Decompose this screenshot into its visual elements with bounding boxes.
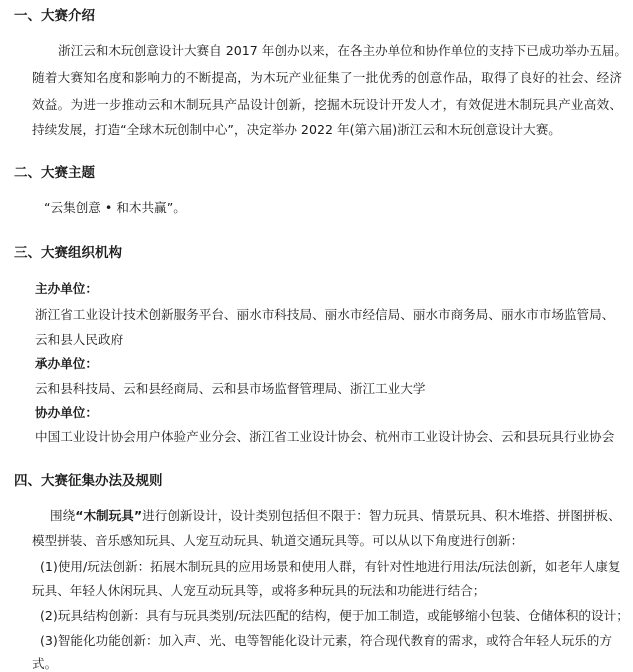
section-heading-theme: 二、大赛主题 (14, 165, 95, 181)
organizer-units: 云和县科技局、云和县经商局、云和县市场监督管理局、浙江工业大学 (35, 381, 426, 396)
rules-item-line: (2)玩具结构创新：具有与玩具类别/玩法匹配的结构，便于加工制造，或能够缩小包装、仓储体积的设计； (40, 608, 629, 623)
cohost-units: 中国工业设计协会用户体验产业分会、浙江省工业设计协会、杭州市工业设计协会、云和县玩具行业协会 (35, 429, 615, 444)
intro-paragraph-line: 持续发展，打造“全球木玩创制中心”，决定举办 2022 年(第六届)浙江云和木玩创意设计大赛。 (32, 122, 561, 137)
host-units-line: 浙江省工业设计技术创新服务平台、丽水市科技局、丽水市经信局、丽水市商务局、丽水市市场监管局、 (35, 307, 615, 322)
section-heading-organization: 三、大赛组织机构 (14, 245, 122, 261)
host-units-line: 云和县人民政府 (35, 332, 124, 347)
section-heading-rules: 四、大赛征集办法及规则 (14, 473, 163, 489)
section-heading-intro: 一、大赛介绍 (14, 8, 95, 24)
intro-paragraph-line: 随着大赛知名度和影响力的不断提高，为木玩产业征集了一批优秀的创意作品，取得了良好的社会、经济 (32, 70, 622, 85)
rules-intro-rest: 进行创新设计，设计类别包括但不限于：智力玩具、情景玩具、积木堆搭、拼图拼板、 (142, 508, 621, 523)
intro-paragraph-line: 效益。为进一步推动云和木制玩具产品设计创新，挖掘木玩设计开发人才，有效促进木制玩具产业高效、 (32, 97, 622, 112)
cohost-label: 协办单位： (35, 405, 98, 420)
rules-intro-line (50, 505, 621, 524)
host-label: 主办单位： (35, 281, 98, 296)
intro-paragraph-line: 浙江云和木玩创意设计大赛自 2017 年创办以来，在各主办单位和协作单位的支持下已成功举办五届。 (58, 43, 627, 58)
rules-item-line: (3)智能化功能创新：加入声、光、电等智能化设计元素，符合现代教育的需求，或符合年轻人玩乐的方 (40, 633, 612, 648)
rules-intro-line: 模型拼装、音乐感知玩具、人宠互动玩具、轨道交通玩具等。可以从以下角度进行创新： (32, 533, 524, 548)
rules-intro-keyword: “木制玩具” (75, 508, 143, 523)
rules-item-line: 式。 (32, 656, 58, 671)
theme-text: “云集创意 • 和木共赢”。 (44, 200, 186, 215)
rules-intro-prefix: 围绕 (50, 508, 76, 523)
organizer-label: 承办单位： (35, 356, 98, 371)
rules-item-line: 玩具、年轻人休闲玩具、人宠互动玩具等，或将多种玩具的玩法和功能进行结合； (32, 583, 486, 598)
rules-item-line: (1)使用/玩法创新：拓展木制玩具的应用场景和使用人群，有针对性地进行用法/玩法创新，如老年人康复 (40, 559, 621, 574)
